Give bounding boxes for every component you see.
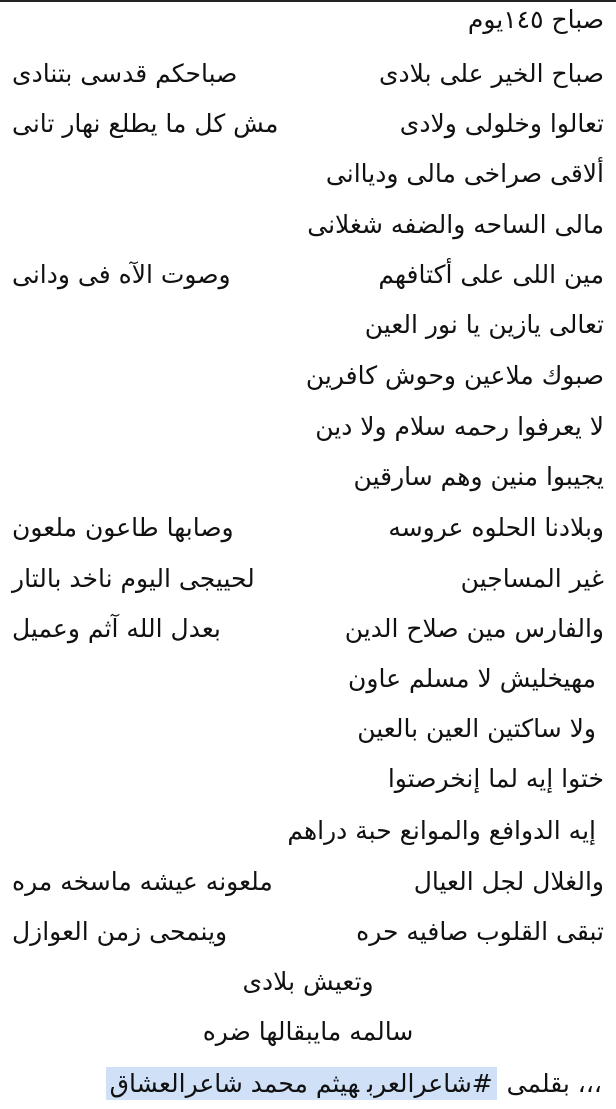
poem-line-18b: وينمحى زمن العوازل [12,917,228,946]
poem-closing-1: وتعيش بلادى [242,967,374,996]
poem-line-16: إيه الدوافع والموانع حبة دراهم [287,816,596,845]
poem-line-14: ولا ساكتين العين بالعين [357,714,596,743]
poem-line-10b: وصابها طاعون ملعون [12,513,234,542]
poem-line-5a: مين اللى على أكتافهم [378,260,604,289]
poem-line-12b: بعدل الله آثم وعميل [12,614,221,643]
poem-line-9: يجيبوا منين وهم سارقين [353,462,604,491]
poem-line-12a: والفارس مين صلاح الدين [344,614,604,643]
poem-line-4: مالى الساحه والضفه شغلانى [307,210,604,239]
poem-line-15: ختوا إيه لما إنخرصتوا [387,764,604,793]
signature-prefix: ،،، بقلمى [506,1069,602,1098]
poem-line-2a: تعالوا وخلولى ولادى [399,109,604,138]
poem-line-11b: لحييجى اليوم ناخد بالتار [12,564,255,593]
poem-line-5b: وصوت الآه فى ودانى [12,260,231,289]
poem-line-1a: صباح الخير على بلادى [378,59,604,88]
signature-line [106,1064,604,1104]
poem-line-17a: والغلال لجل العيال [413,867,604,896]
poem-line-7: صبوك ملاعين وحوش كافرين [305,361,604,390]
poem-line-1b: صباحكم قدسى بتنادى [12,59,238,88]
author-name[interactable]: هيثم محمد شاعرالعشاق [106,1067,363,1100]
poem-line-2b: مش كل ما يطلع نهار تانى [12,109,279,138]
poem-line-13: مهيخليش لا مسلم عاون [348,664,596,693]
poem-line-11a: غير المساجين [460,564,604,593]
poem-line-8: لا يعرفوا رحمه سلام ولا دين [315,412,604,441]
poem-line-17b: ملعونه عيشه ماسخه مره [12,867,273,896]
poem-line-18a: تبقى القلوب صافيه حره [356,917,604,946]
poem-title: صباح ١٤٥يوم [467,5,604,34]
poem-line-3: ألاقى صراخى مالى ودياانى [325,159,604,188]
poem-closing-2: سالمه مايبقالها ضره [202,1017,414,1046]
poem-line-6: تعالى يازين يا نور العين [364,310,604,339]
hashtag-link[interactable]: #شاعرالعرب [363,1067,497,1100]
poem-line-10a: وبلادنا الحلوه عروسه [388,513,604,542]
